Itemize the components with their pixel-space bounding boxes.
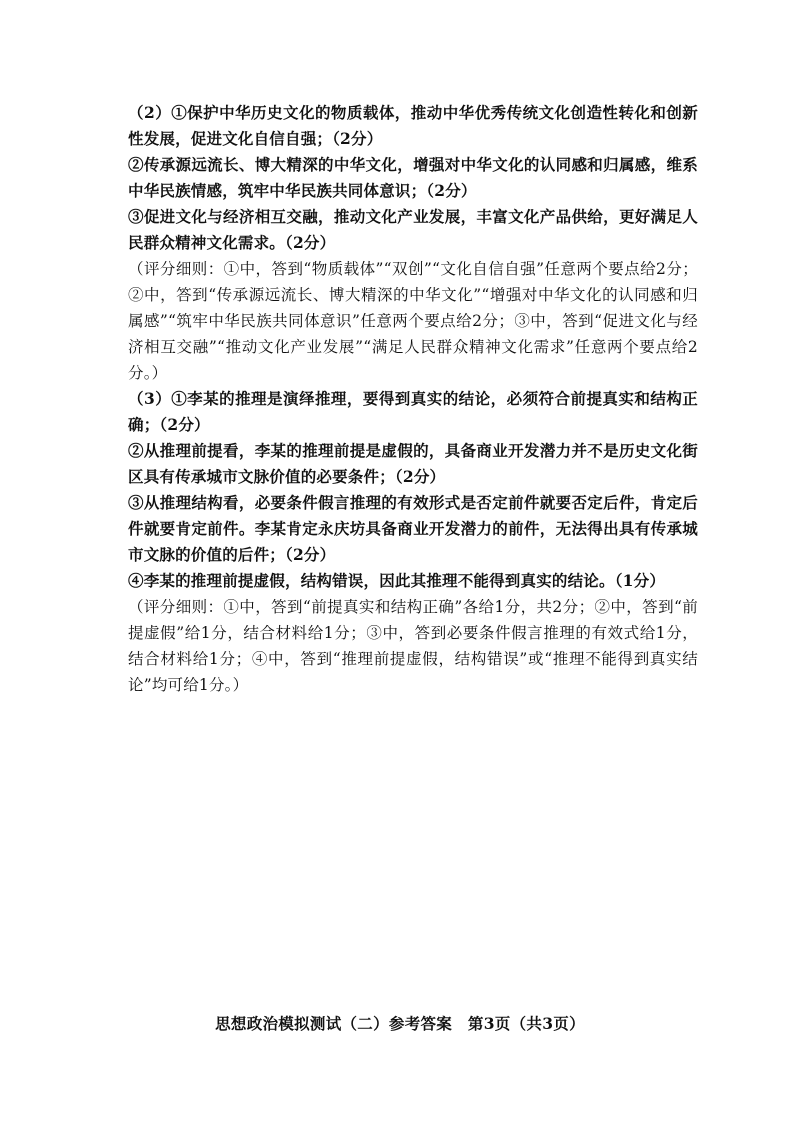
q3-point-4: ④李某的推理前提虚假，结构错误，因此其推理不能得到真实的结论。（1分） (128, 571, 666, 590)
q3-scoring-rules: （评分细则：①中，答到“前提真实和结构正确”各给1分，共2分；②中，答到“前提虚假”给1分，结合材料给1分；③中，答到必要条件假言推理的有效式给1分，结合材料给1分；④中，答到“推理前提虚假，结构错误”或“推理不能得到真实结论”均可给1分。） (128, 598, 698, 694)
q2-point-1: （2）①保护中华历史文化的物质载体，推动中华优秀传统文化创造性转化和创新性发展，促进文化自信自强；（2分） (128, 103, 698, 148)
q3-point-3: ③从推理结构看，必要条件假言推理的有效形式是否定前件就要否定后件，肯定后件就要肯定前件。李某肯定永庆坊具备商业开发潜力的前件，无法得出具有传承城市文脉的价值的后件；（2分） (128, 493, 698, 564)
answer-content (128, 100, 698, 698)
q3-point-2: ②从推理前提看，李某的推理前提是虚假的，具备商业开发潜力并不是历史文化街区具有传承城市文脉价值的必要条件；（2分） (128, 441, 698, 486)
q2-scoring-rules: （评分细则：①中，答到“物质载体”“双创”“文化自信自强”任意两个要点给2分；②中，答到“传承源远流长、博大精深的中华文化”“增强对中华文化的认同感和归属感”“筑牢中华民族共同体意识”任意两个要点给2分；③中，答到“促进文化与经济相互交融”“推动文化产业发展”“满足人民群众精神文化需求”任意两个要点给2分。） (128, 260, 698, 382)
q2-point-2: ②传承源远流长、博大精深的中华文化，增强对中华文化的认同感和归属感，维系中华民族情感，筑牢中华民族共同体意识；（2分） (128, 155, 698, 200)
q3-point-1: （3）①李某的推理是演绎推理，要得到真实的结论，必须符合前提真实和结构正确；（2分） (128, 389, 698, 434)
page-footer: 思想政治模拟测试（二）参考答案 第3页（共3页） (215, 1014, 585, 1033)
q2-point-3: ③促进文化与经济相互交融，推动文化产业发展，丰富文化产品供给，更好满足人民群众精神文化需求。（2分） (128, 207, 698, 252)
